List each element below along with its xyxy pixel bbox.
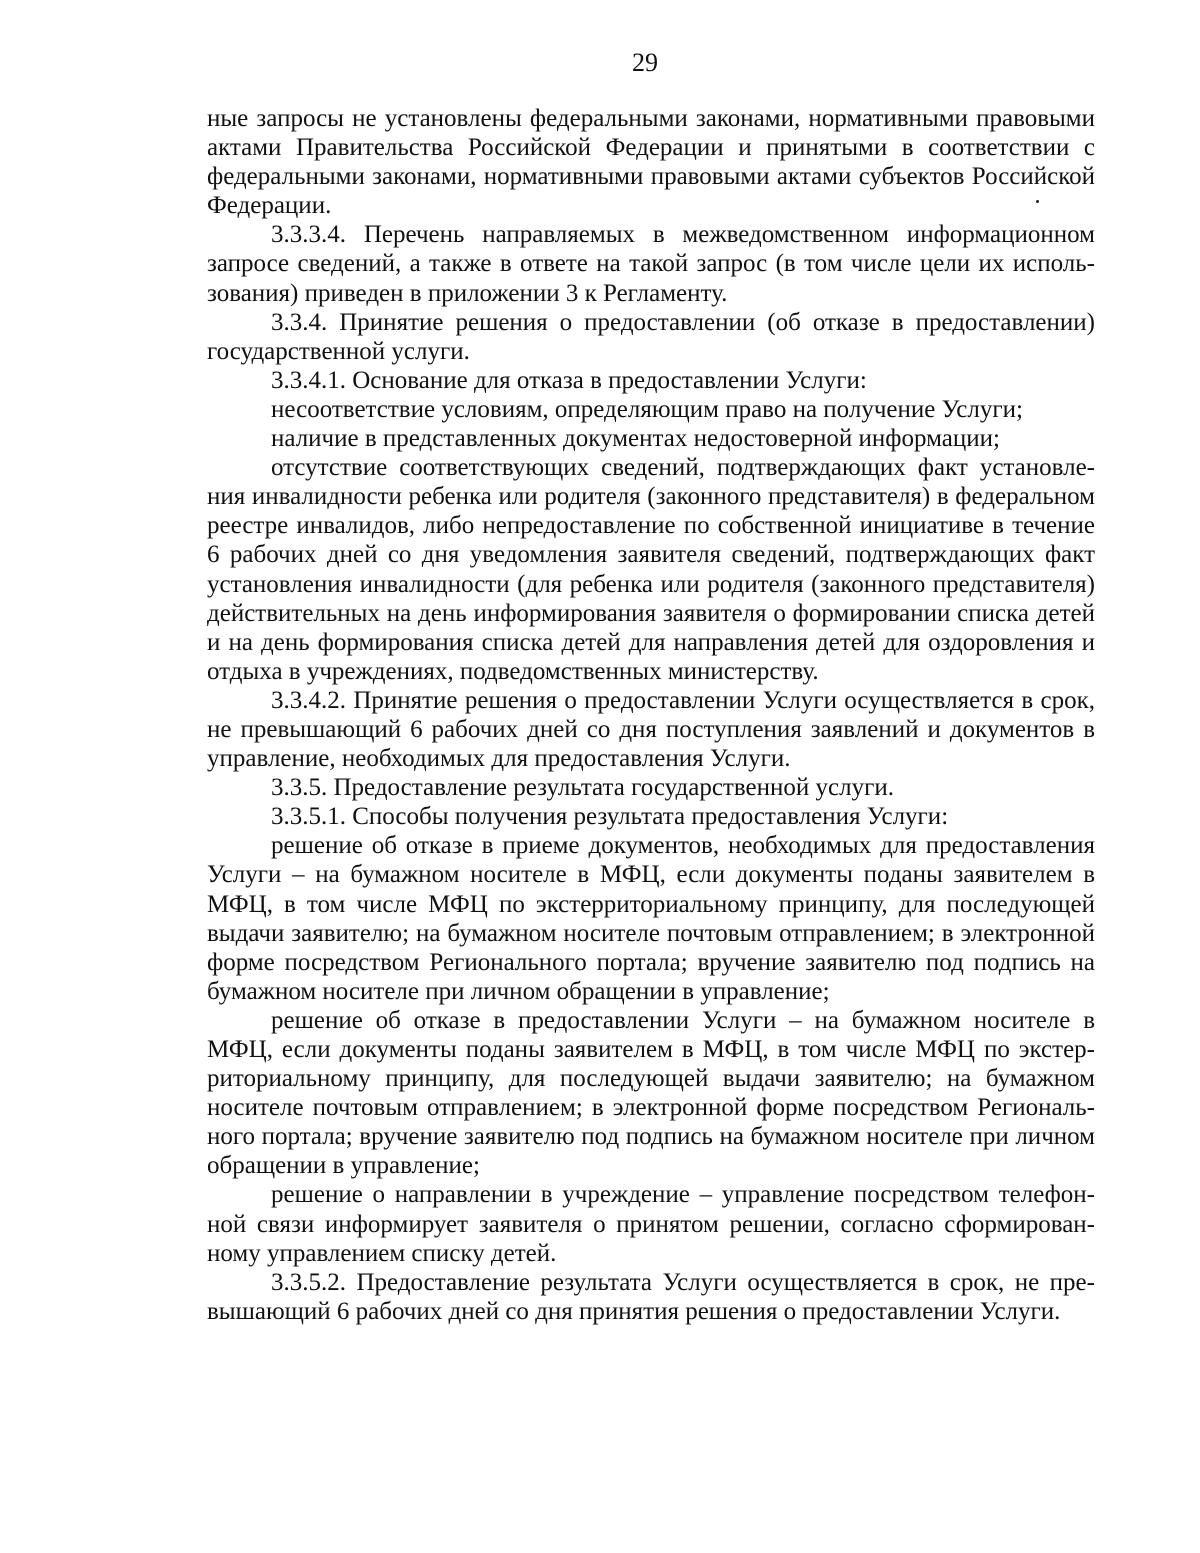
refusal-ground-3: отсутствие соответствующих сведений, подтверждающих факт установления инвалидности ребенка или родителя (законного представителя) в федеральном реестре инвалидов, либо непредоставление по собственной инициативе в течение 6 рабочих дней со дня уведомления заявителя сведений, подтверждающих факт установления инвалидности (для ребенка или родителя (законного представителя) действительных на день информирования заявителя о формировании списка детей и на день формирования списка детей для направления детей для оздоровления и отдыха в учреждениях, подведомственных министерству.	[207, 454, 1095, 685]
refusal-ground-2: наличие в представленных документах недостоверной информации;	[271, 425, 1000, 453]
paragraph-3-3-4: 3.3.4. Принятие решения о предоставлении (об отказе в предоставлении) государственной услуги.	[207, 308, 1095, 365]
paragraph-3-3-5-1: 3.3.5.1. Способы получения результата предоставления Услуги:	[271, 803, 949, 831]
result-method-2: решение об отказе в предоставлении Услуги – на бумажном носителе в МФЦ, если документы поданы заявителем в МФЦ, в том числе МФЦ по экстерриториальному принципу, для последующей выдачи заявителю; на бумажном носителе почтовым отправлением; в электронной форме посредством Регионального портала; вручение заявителю под подпись на бумажном носителе при личном обращении в управление;	[207, 1006, 1095, 1180]
refusal-ground-1: несоответствие условиям, определяющим право на получение Услуги;	[271, 395, 1023, 423]
paragraph-3-3-3-4: 3.3.3.4. Перечень направляемых в межведомственном информационном запросе сведений, а также в ответе на такой запрос (в том числе цели их использования) приведен в приложении 3 к Регламенту.	[207, 221, 1095, 307]
paragraph-continuation: ные запросы не установлены федеральными законами, нормативными правовыми актами Правительства Российской Федерации и принятыми в соответствии с федеральными законами, нормативными правовыми актами субъектов Российской Федерации.	[207, 105, 1095, 220]
page-number: 29	[632, 48, 658, 77]
paragraph-3-3-4-1: 3.3.4.1. Основание для отказа в предоставлении Услуги:	[271, 366, 867, 394]
paragraph-3-3-5: 3.3.5. Предоставление результата государственной услуги.	[271, 774, 894, 802]
result-method-3: решение о направлении в учреждение – управление посредством телефонной связи информирует заявителя о принятом решении, согласно сформированному управлением списку детей.	[207, 1181, 1095, 1267]
paragraph-3-3-5-2: 3.3.5.2. Предоставление результата Услуги осуществляется в срок, не превышающий 6 рабочих дней со дня принятия решения о предоставлении Услуги.	[207, 1268, 1095, 1325]
paragraph-3-3-4-2: 3.3.4.2. Принятие решения о предоставлении Услуги осуществляется в срок, не превышающий 6 рабочих дней со дня поступления заявлений и документов в управление, необходимых для предоставления Услуги.	[207, 686, 1095, 773]
result-method-1: решение об отказе в приеме документов, необходимых для предоставления Услуги – на бумажном носителе в МФЦ, если документы поданы заявителем в МФЦ, в том числе МФЦ по экстерриториальному принципу, для последующей выдачи заявителю; на бумажном носителе почтовым отправлением; в электронной форме посредством Регионального портала; вручение заявителю под подпись на бумажном носителе при личном обращении в управление;	[207, 832, 1095, 1005]
document-body	[207, 104, 1095, 1326]
